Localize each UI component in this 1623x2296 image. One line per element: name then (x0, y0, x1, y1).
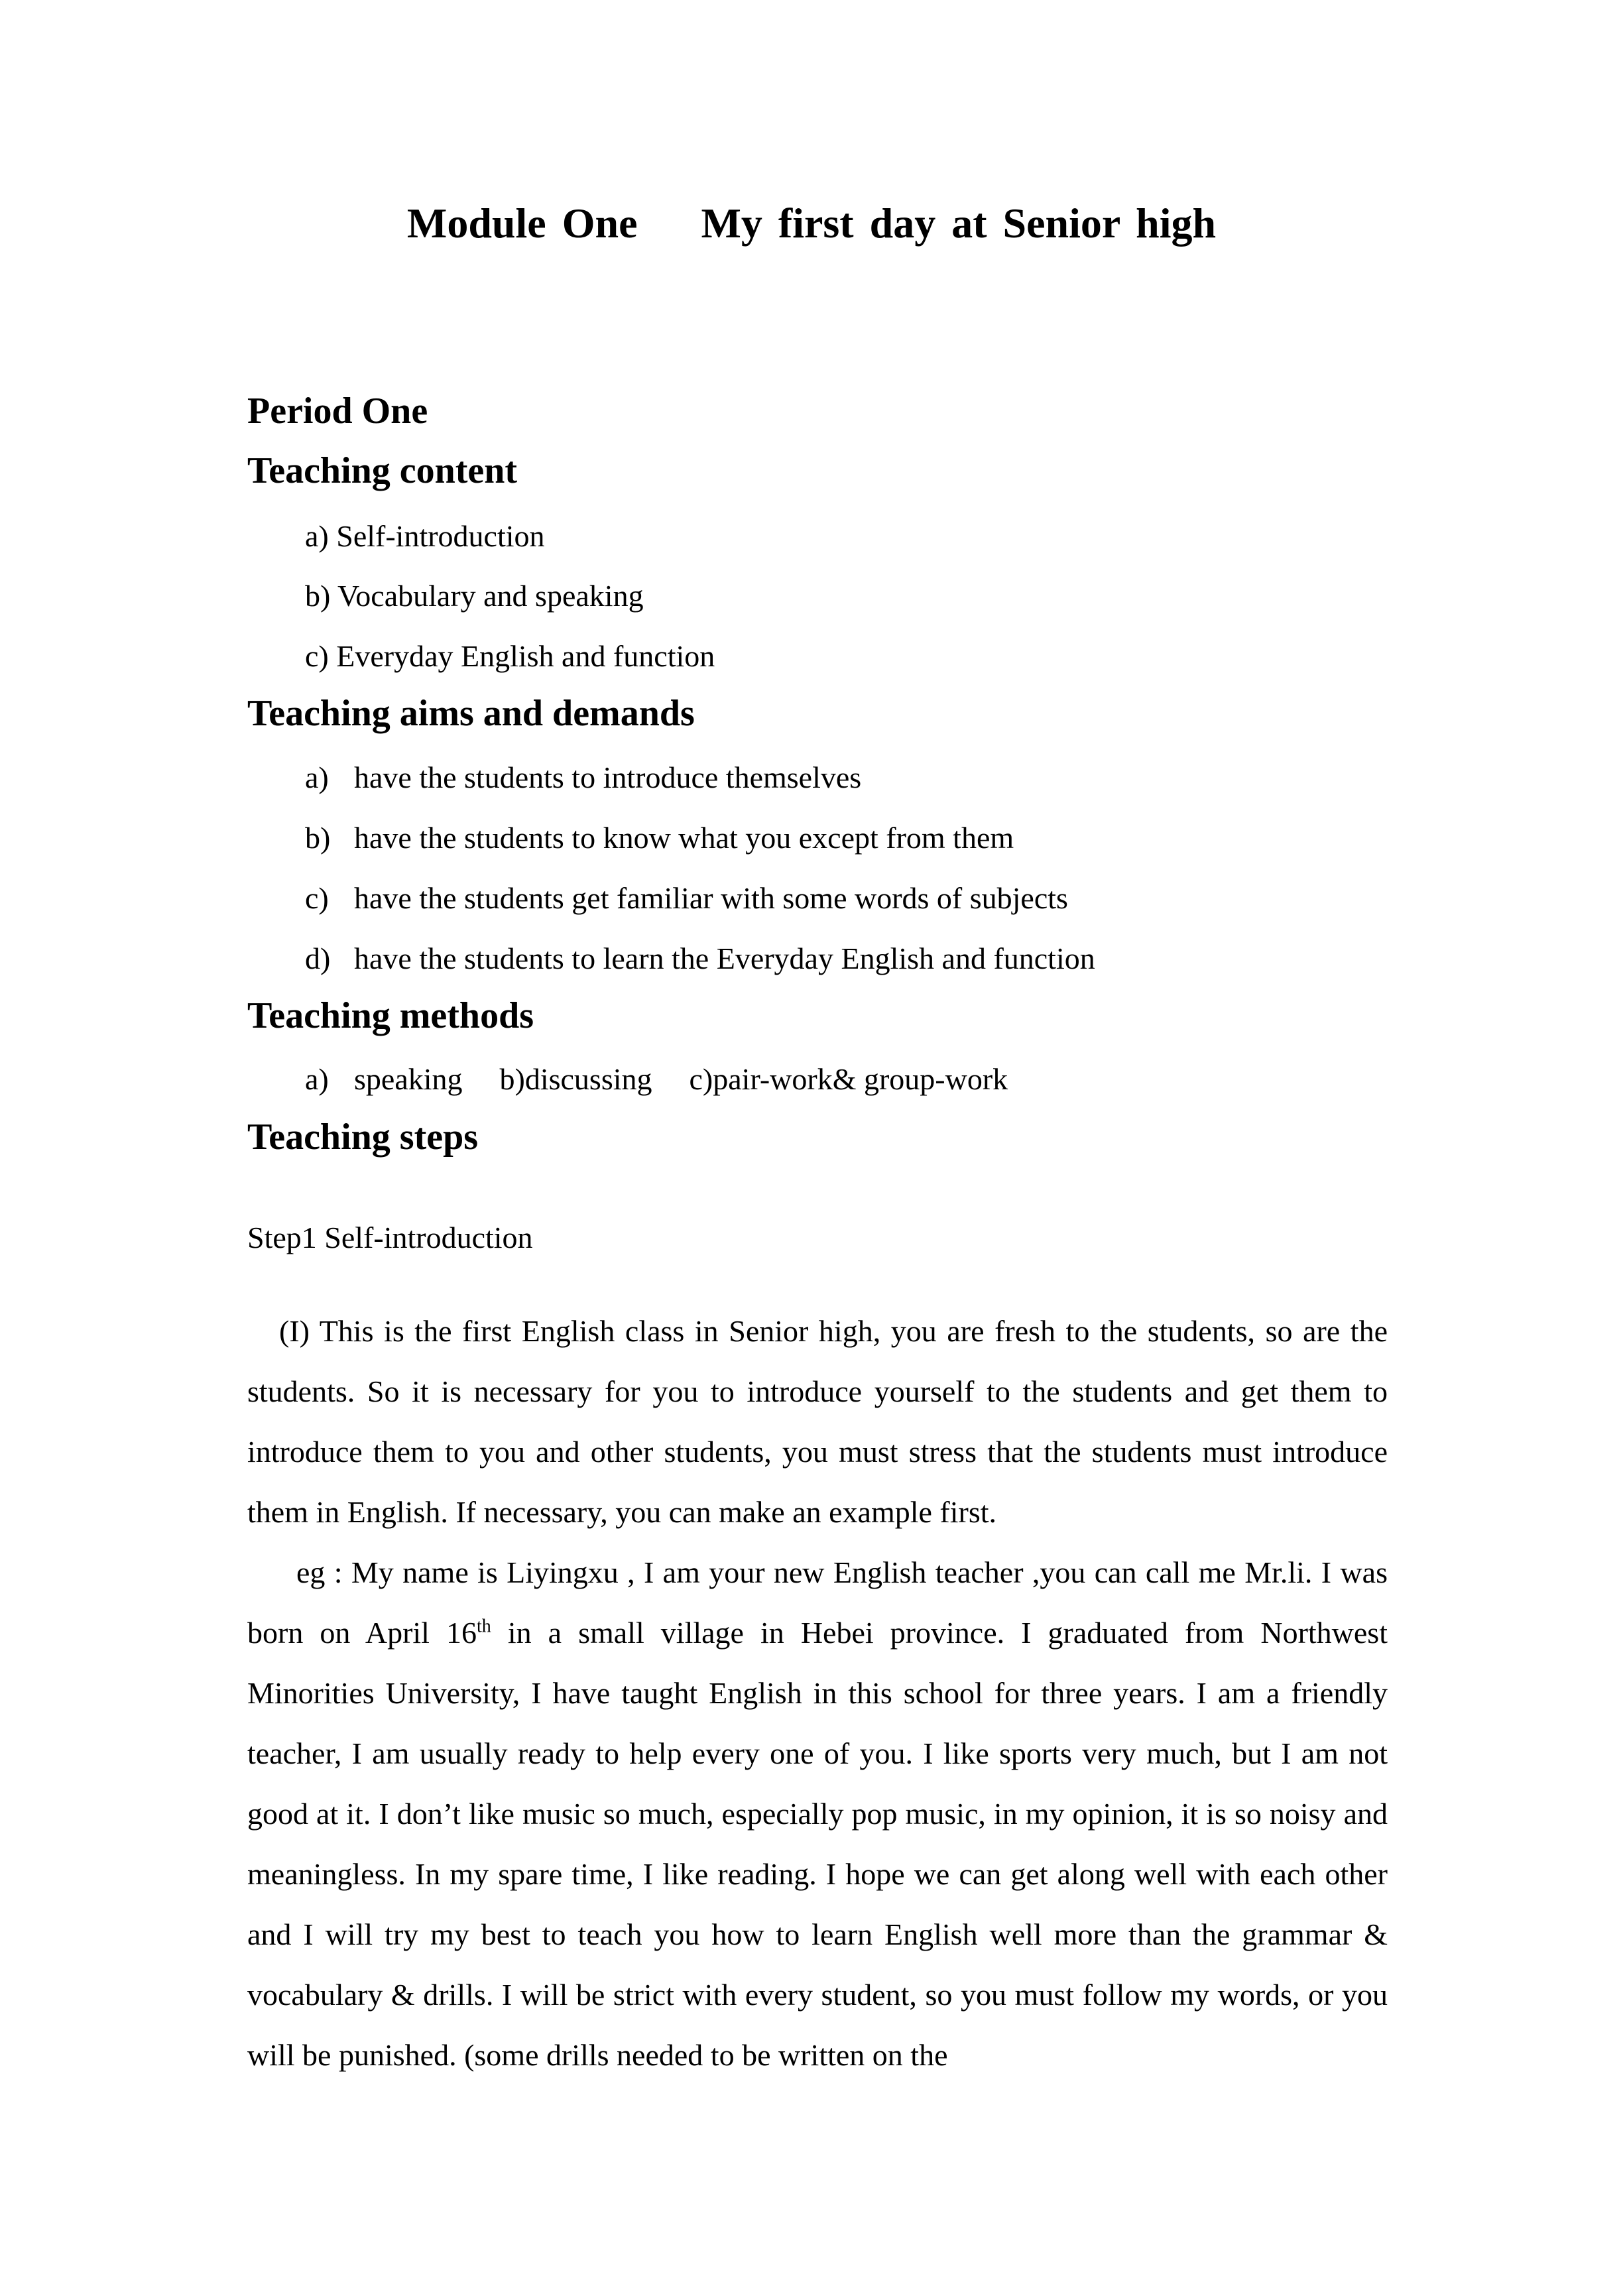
period-heading: Period One (247, 391, 428, 432)
teaching-steps-heading: Teaching steps (247, 1117, 479, 1158)
list-item: a) Self-introduction (305, 519, 545, 553)
teaching-content-heading: Teaching content (247, 450, 518, 491)
list-item: a) have the students to introduce themselves (305, 760, 862, 794)
list-item: c) Everyday English and function (305, 639, 715, 673)
document-title: Module One My first day at Senior high (406, 200, 1217, 247)
list-item: d) have the students to learn the Everyday English and function (305, 941, 1095, 975)
list-item: b) Vocabulary and speaking (305, 579, 644, 613)
paragraph-intro: (I) This is the first English class in Senior high, you are fresh to the students, so are the students. So it is necessary for you to introduce yourself to the students and get them to introduce them to you and other students, you must stress that the students must introduce them in English. If necessary, you can make an example first. (247, 1314, 1388, 1529)
teaching-aims-heading: Teaching aims and demands (247, 693, 695, 734)
list-item: c) have the students get familiar with some words of subjects (305, 881, 1068, 915)
step1-title: Step1 Self-introduction (247, 1221, 533, 1254)
methods-line: a) speaking b)discussing c)pair-work& group-work (305, 1062, 1008, 1096)
list-item: b) have the students to know what you except from them (305, 821, 1014, 855)
paragraph-example: eg : My name is Liyingxu , I am your new English teacher ,you can call me Mr.li. I was born on April 16th in a small village in Hebei province. I graduated from Northwest Minorities University, I have taught English in this school for three years. I am a friendly teacher, I am usually ready to help every one of you. I like sports very much, but I am not good at it. I don’t like music so much, especially pop music, in my opinion, it is so noisy and meaningless. In my spare time, I like reading. I hope we can get along well with each other and I will try my best to teach you how to learn English well more than the grammar & vocabulary & drills. I will be strict with every student, so you must follow my words, or you will be punished. (some drills needed to be written on the (247, 1555, 1388, 2072)
teaching-methods-heading: Teaching methods (247, 995, 534, 1036)
